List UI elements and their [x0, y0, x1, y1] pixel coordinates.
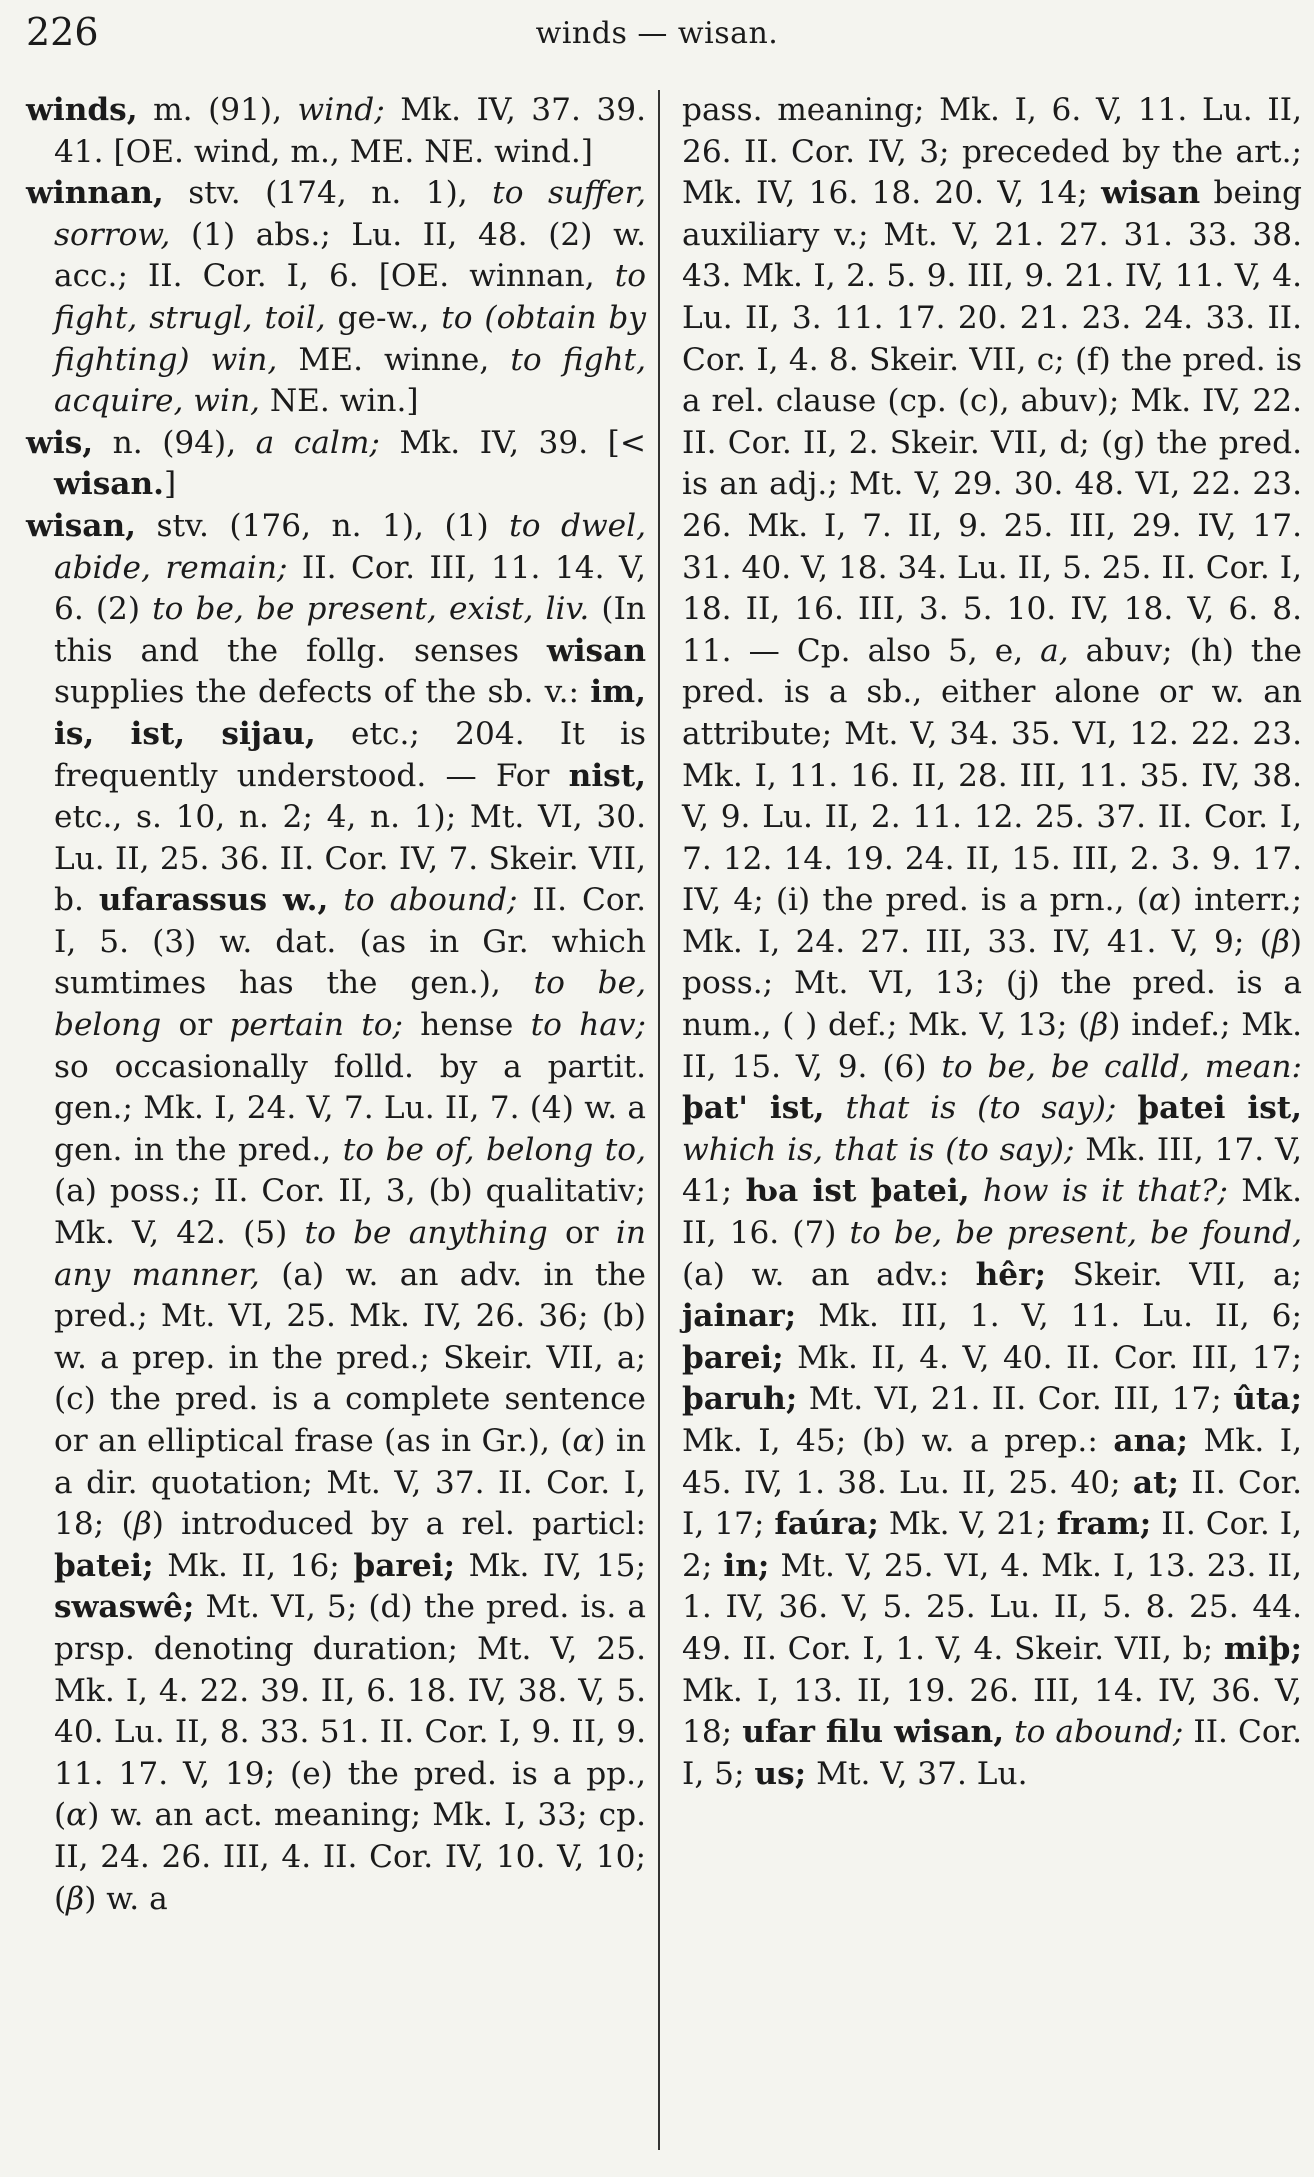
headword: winds,: [26, 92, 138, 128]
entry-body: stv. (174, n. 1), to suffer, sorrow, (1) abs.; Lu. II, 48. (2) w. acc.; II. Cor. I, 6. [OE. winnan, to fight, strugl, toil, ge-w., to (obtain by fighting) win, ME. winne, to fight, acquire, win, NE. win.]: [54, 175, 647, 420]
entry-wisan-continued: pass. meaning; Mk. I, 6. V, 11. Lu. II, 26. II. Cor. IV, 3; preceded by the art.; Mk. IV, 16. 18. 20. V, 14; wisan being auxiliary v.; Mt. V, 21. 27. 31. 33. 38. 43. Mk. I, 2. 5. 9. III, 9. 21. IV, 11. V, 4. Lu. II, 3. 11. 17. 20. 21. 23. 24. 33. II. Cor. I, 4. 8. Skeir. VII, c; (f) the pred. is a rel. clause (cp. (c), abuv); Mk. IV, 22. II. Cor. II, 2. Skeir. VII, d; (g) the pred. is an adj.; Mt. V, 29. 30. 48. VI, 22. 23. 26. Mk. I, 7. II, 9. 25. III, 29. IV, 17. 31. 40. V, 18. 34. Lu. II, 5. 25. II. Cor. I, 18. II, 16. III, 3. 5. 10. IV, 18. V, 6. 8. 11. — Cp. also 5, e, a, abuv; (h) the pred. is a sb., either alone or w. an attribute; Mt. V, 34. 35. VI, 12. 22. 23. Mk. I, 11. 16. II, 28. III, 11. 35. IV, 38. V, 9. Lu. II, 2. 11. 12. 25. 37. II. Cor. I, 7. 12. 14. 19. 24. II, 15. III, 2. 3. 9. 17. IV, 4; (i) the pred. is a prn., (α) interr.; Mk. I, 24. 27. III, 33. IV, 41. V, 9; (β) poss.; Mt. VI, 13; (j) the pred. is a num., ( ) def.; Mk. V, 13; (β) indef.; Mk. II, 15. V, 9. (6) to be, be calld, mean: þat' ist, that is (to say); þatei ist, which is, that is (to say); Mk. III, 17. V, 41; ƕa ist þatei, how is it that?; Mk. II, 16. (7) to be, be present, be found, (a) w. an adv.: hêr; Skeir. VII, a; jainar; Mk. III, 1. V, 11. Lu. II, 6; þarei; Mk. II, 4. V, 40. II. Cor. III, 17; þaruh; Mt. VI, 21. II. Cor. III, 17; ûta; Mk. I, 45; (b) w. a prep.: ana; Mk. I, 45. IV, 1. 38. Lu. II, 25. 40; at; II. Cor. I, 17; faúra; Mk. V, 21; fram; II. Cor. I, 2; in; Mt. V, 25. VI, 4. Mk. I, 13. 23. II, 1. IV, 36. V, 5. 25. Lu. II, 5. 8. 25. 44. 49. II. Cor. I, 1. V, 4. Skeir. VII, b; miþ; Mk. I, 13. II, 19. 26. III, 14. IV, 36. V, 18; ufar filu wisan, to abound; II. Cor. I, 5; us; Mt. V, 37. Lu.: [682, 92, 1303, 1792]
right-column: [682, 90, 1302, 1795]
entry-body: n. (94), a calm; Mk. IV, 39. [< wisan.]: [54, 424, 646, 503]
entry-winds: [26, 90, 646, 173]
headword: wisan,: [26, 507, 136, 544]
headword: wis,: [26, 424, 94, 461]
entry-winnan: [26, 173, 646, 423]
entry-wis: [26, 423, 646, 506]
running-title: winds — wisan.: [535, 16, 779, 51]
column-divider: [658, 90, 660, 2150]
page-number: 226: [26, 10, 99, 54]
page-header: [0, 10, 1314, 60]
entry-body: m. (91), wind; Mk. IV, 37. 39. 41. [OE. wind, m., ME. NE. wind.]: [54, 92, 646, 170]
headword: winnan,: [26, 175, 164, 212]
entry-wisan: [26, 506, 646, 1920]
left-column: [26, 90, 646, 1920]
entry-body: stv. (176, n. 1), (1) to dwel, abide, remain; II. Cor. III, 11. 14. V, 6. (2) to be, be present, exist, liv. (In this and the follg. senses wisan supplies the defects of the sb. v.: im, is, ist, sijau, etc.; 204. It is frequently understood. — For nist, etc., s. 10, n. 2; 4, n. 1); Mt. VI, 30. Lu. II, 25. 36. II. Cor. IV, 7. Skeir. VII, b. ufarassus w., to abound; II. Cor. I, 5. (3) w. dat. (as in Gr. which sumtimes has the gen.), to be, belong or pertain to; hense to hav; so occasionally folld. by a partit. gen.; Mk. I, 24. V, 7. Lu. II, 7. (4) w. a gen. in the pred., to be of, belong to, (a) poss.; II. Cor. II, 3, (b) qualitativ; Mk. V, 42. (5) to be anything or in any manner, (a) w. an adv. in the pred.; Mt. VI, 25. Mk. IV, 26. 36; (b) w. a prep. in the pred.; Skeir. VII, a; (c) the pred. is a complete sentence or an elliptical frase (as in Gr.), (α) in a dir. quotation; Mt. V, 37. II. Cor. I, 18; (β) introduced by a rel. particl: þatei; Mk. II, 16; þarei; Mk. IV, 15; swaswê; Mt. VI, 5; (d) the pred. is. a prsp. denoting duration; Mt. V, 25. Mk. I, 4. 22. 39. II, 6. 18. IV, 38. V, 5. 40. Lu. II, 8. 33. 51. II. Cor. I, 9. II, 9. 11. 17. V, 19; (e) the pred. is a pp., (α) w. an act. meaning; Mk. I, 33; cp. II, 24. 26. III, 4. II. Cor. IV, 10. V, 10; (β) w. a: [54, 507, 647, 1917]
